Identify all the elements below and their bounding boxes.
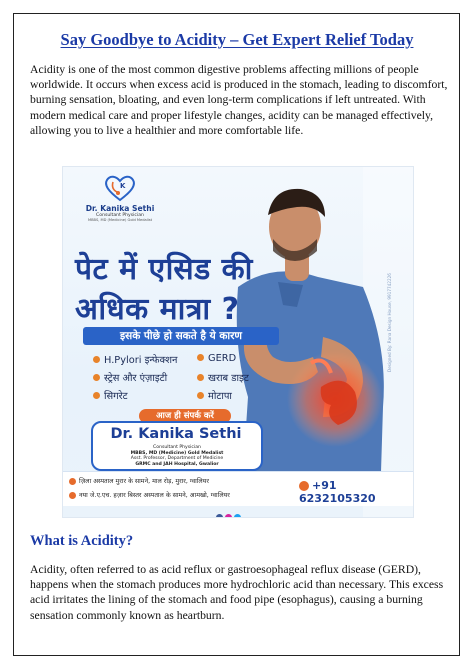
logo-qualification: MBBS, MD (Medicine) Gold Medalist bbox=[87, 218, 153, 222]
twitter-icon bbox=[234, 514, 241, 517]
cause-item: खराब डाइट bbox=[197, 371, 249, 384]
instagram-icon bbox=[225, 514, 232, 517]
contact-today-tag: आज ही संपर्क करें bbox=[139, 409, 231, 423]
doctor-name: Dr. Kanika Sethi bbox=[110, 426, 242, 442]
poster-headline-line1: पेट में एसिड की bbox=[75, 252, 253, 287]
page-title: Say Goodbye to Acidity – Get Expert Relief Today bbox=[60, 30, 414, 49]
poster-image bbox=[63, 167, 413, 517]
cause-item: सिगरेट bbox=[93, 389, 128, 402]
location-pin-icon bbox=[69, 492, 76, 499]
social-icons bbox=[216, 506, 243, 517]
bullet-icon bbox=[197, 374, 204, 381]
cause-item: स्ट्रेस और एंज़ाइटी bbox=[93, 371, 167, 384]
cause-item: H.Pylori इन्फेक्शन bbox=[93, 353, 177, 366]
phone-number: +91 6232105320 bbox=[299, 479, 376, 505]
address-line: नया जे.ए.एच. हज़ार बिस्तर अस्पताल के सामने, आमखो, ग्वालियर bbox=[69, 490, 230, 499]
logo-role: Consultant Physician bbox=[96, 213, 144, 218]
cause-item: मोटापा bbox=[197, 389, 232, 402]
section-heading: What is Acidity? bbox=[30, 533, 134, 549]
address-line: ज़िला अस्पताल मुरार के सामने, माल रोड़, मुरार, ग्वालियर bbox=[69, 476, 209, 485]
bullet-icon bbox=[93, 374, 100, 381]
clinic-logo bbox=[77, 173, 163, 237]
heart-stethoscope-icon bbox=[102, 173, 138, 203]
bullet-icon bbox=[93, 356, 100, 363]
intro-paragraph: Acidity is one of the most common digestive problems affecting millions of people worldwide. It occurs when excess acid is produced in the stomach, leading to discomfort, burning sensation, bloating, and even long-term complications if left untreated. With modern medical care and proper lifestyle changes, acidity can be managed effectively, allowing you to live a healthier and more comfortable life. bbox=[30, 63, 448, 137]
bullet-icon bbox=[197, 392, 204, 399]
section-paragraph: Acidity, often referred to as acid reflux or gastroesophageal reflux disease (GERD), happens when the stomach produces more hydrochloric acid than necessary. This excess acid irritates the lining of the stomach and food pipe (esophagus), causing a burning sensation commonly known as heartburn. bbox=[30, 563, 444, 622]
doctor-details: Consultant Physician MBBS, MD (Medicine) Gold Medalist Asst. Professor, Department of Medicine GRMC and JAH Hospital, Gwalior bbox=[130, 445, 224, 467]
logo-doctor-name: Dr. Kanika Sethi bbox=[85, 204, 155, 213]
facebook-icon bbox=[216, 514, 223, 517]
doctor-card bbox=[91, 421, 263, 471]
location-pin-icon bbox=[69, 478, 76, 485]
phone-icon bbox=[299, 481, 309, 491]
reasons-banner: इसके पीछे हो सकते है ये कारण bbox=[83, 327, 279, 345]
poster-headline-line2: अधिक मात्रा ? bbox=[75, 292, 240, 327]
designer-credit: Designed By: Rana Design House, 9917742226 bbox=[387, 273, 392, 372]
svg-text:K: K bbox=[120, 182, 126, 190]
bullet-icon bbox=[197, 354, 204, 361]
cause-item: GERD bbox=[197, 353, 236, 364]
bullet-icon bbox=[93, 392, 100, 399]
